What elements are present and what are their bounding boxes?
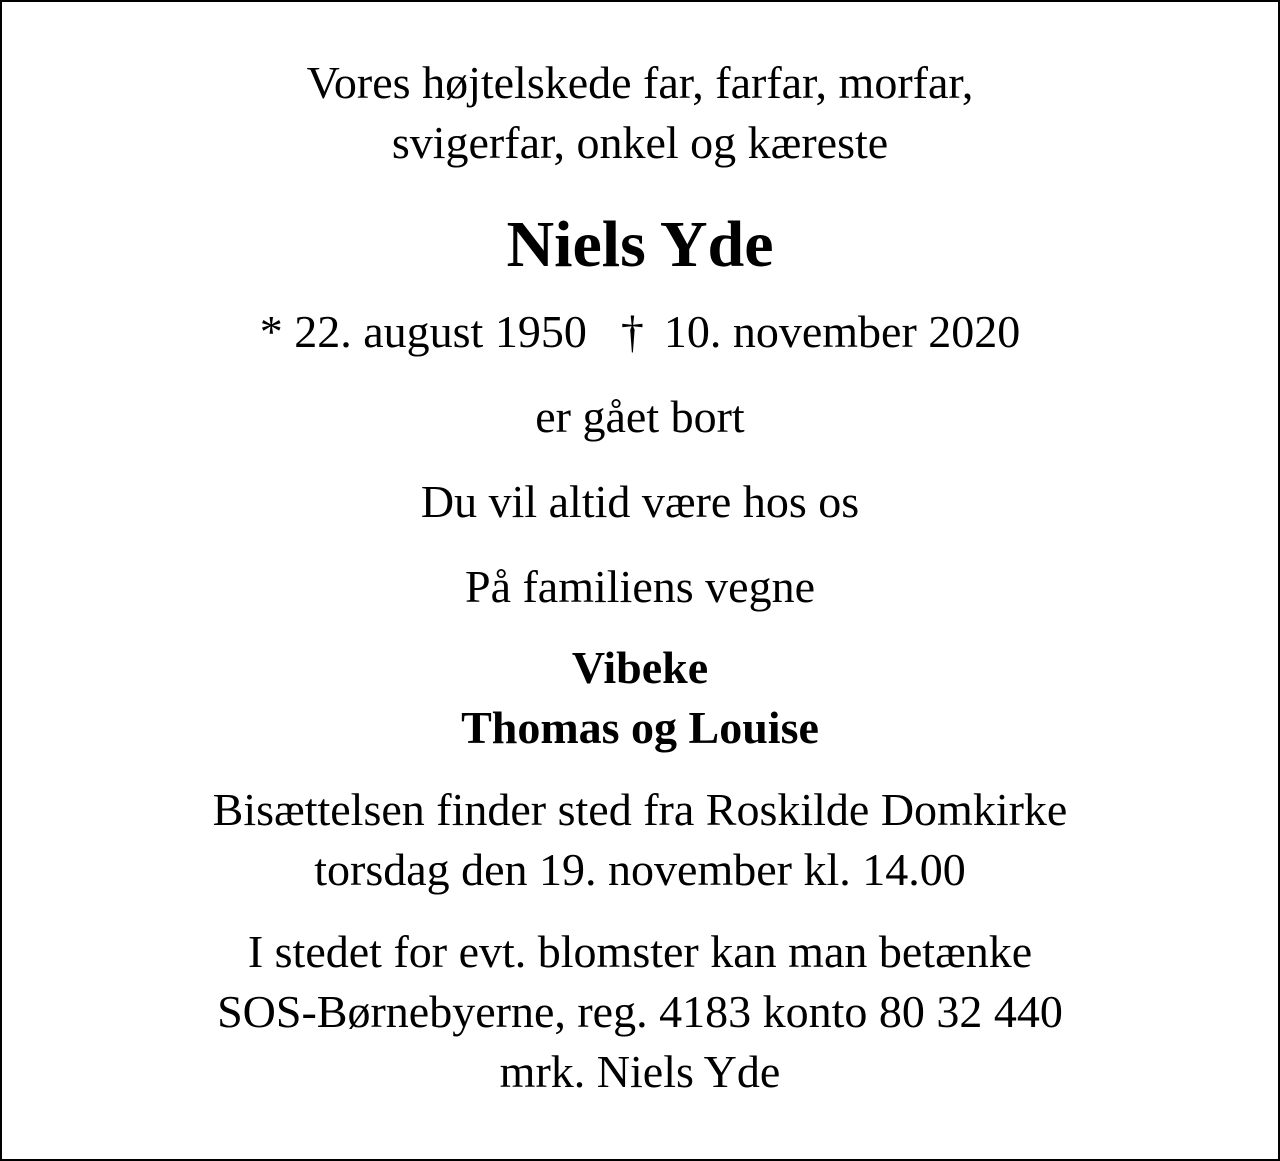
funeral-line-1: Bisættelsen finder sted fra Roskilde Domkirke <box>212 784 1068 835</box>
birth-date: * 22. august 1950 <box>259 306 587 357</box>
signer-line-1: Vibeke <box>571 642 709 693</box>
dagger-icon: † <box>620 306 644 357</box>
signers <box>2 638 1278 758</box>
passed-away-text: er gået bort <box>535 391 745 442</box>
flowers-line-3: mrk. Niels Yde <box>499 1046 781 1097</box>
intro-line-1: Vores højtelskede far, farfar, morfar, <box>306 57 974 108</box>
flowers-line-1: I stedet for evt. blomster kan man betænke <box>247 926 1033 977</box>
death-date: 10. november 2020 <box>663 306 1021 357</box>
intro-text <box>2 53 1278 173</box>
always-with-us-text: Du vil altid være hos os <box>420 476 860 527</box>
funeral-line-2: torsdag den 19. november kl. 14.00 <box>314 844 966 895</box>
on-behalf-text: På familiens vegne <box>464 561 815 612</box>
life-dates <box>2 302 1278 362</box>
signer-line-2: Thomas og Louise <box>461 702 819 753</box>
funeral-info <box>2 780 1278 900</box>
intro-line-2: svigerfar, onkel og kæreste <box>391 117 889 168</box>
flowers-line-2: SOS-Børnebyerne, reg. 4183 konto 80 32 440 <box>217 986 1063 1037</box>
deceased-name: Niels Yde <box>506 208 774 281</box>
flowers-info <box>2 922 1278 1102</box>
